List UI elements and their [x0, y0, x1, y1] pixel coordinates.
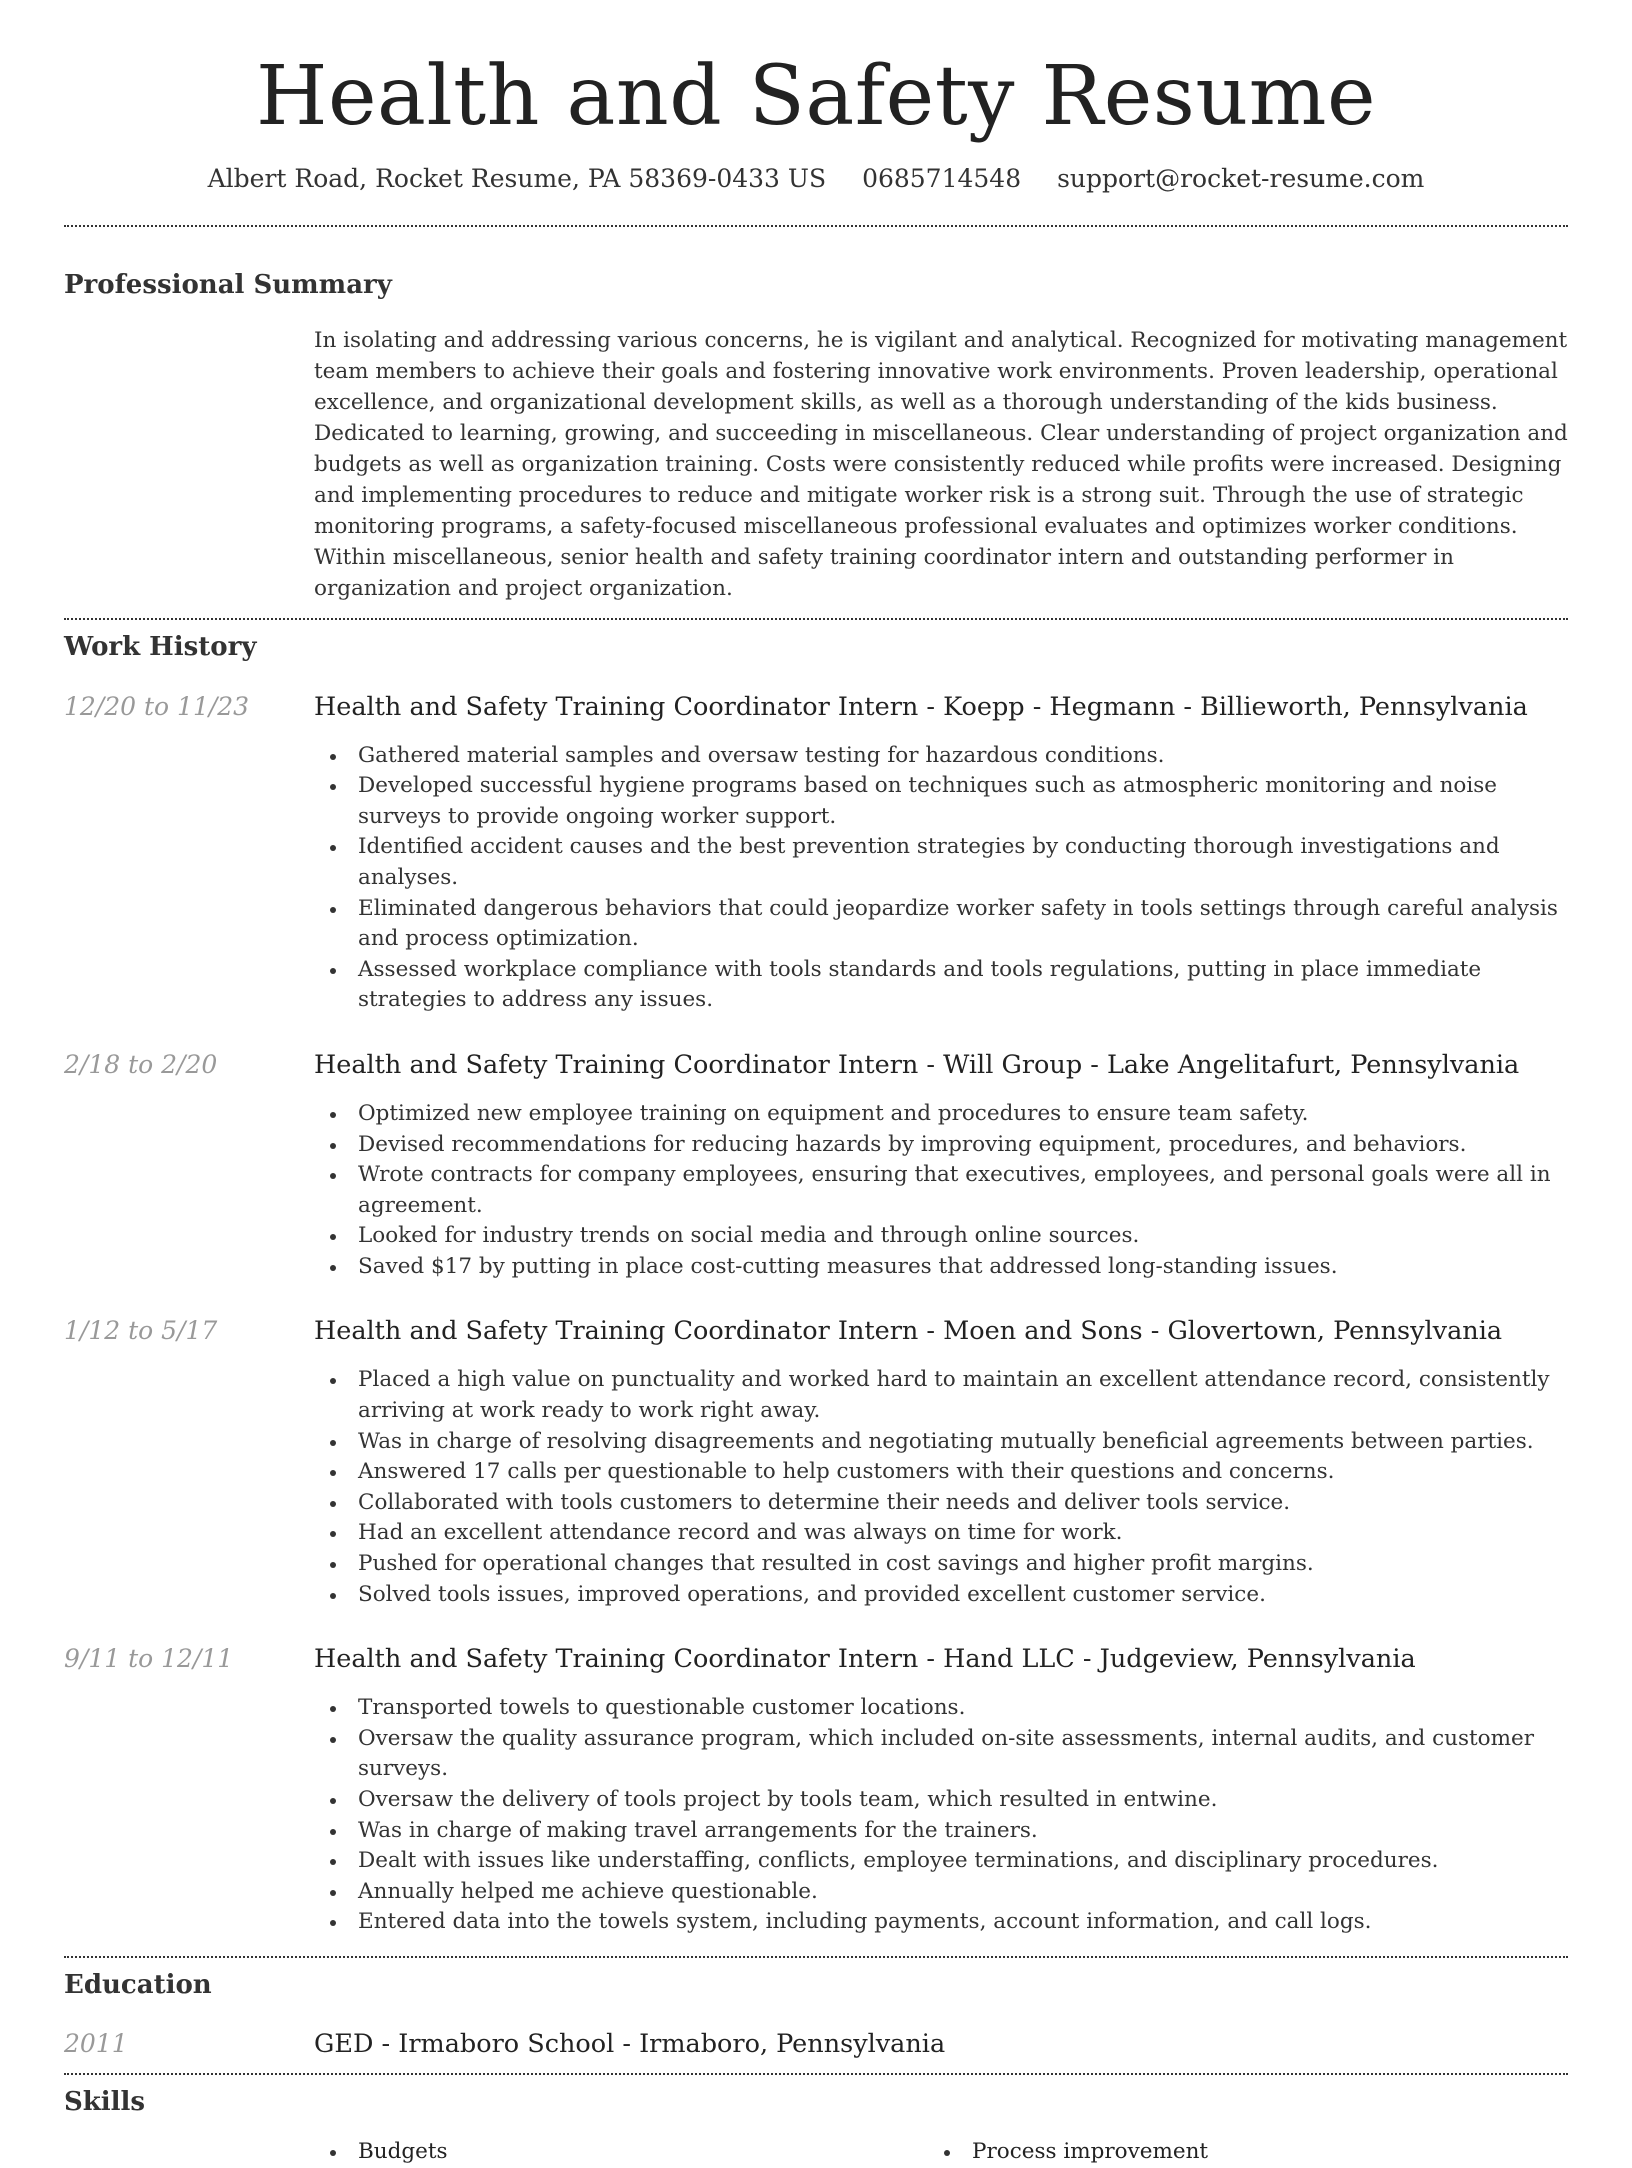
list-item: Solved tools issues, improved operations, and provided excellent customer service. — [358, 1580, 1568, 1611]
job-heading: Health and Safety Training Coordinator Intern - Will Group - Lake Angelitafurt, Pennsylvania — [314, 1049, 1520, 1080]
list-item: Looked for industry trends on social media and through online sources. — [358, 1221, 1568, 1252]
list-item: Had an excellent attendance record and was always on time for work. — [358, 1518, 1568, 1549]
list-item: Optimized new employee training on equipment and procedures to ensure team safety. — [358, 1099, 1568, 1130]
contact-phone: 0685714548 — [862, 164, 1022, 194]
section-title-work-history: Work History — [64, 632, 257, 663]
divider — [64, 2073, 1568, 2075]
list-item: Annually helped me achieve questionable. — [358, 1877, 1568, 1908]
job-entry — [64, 1050, 1568, 1283]
list-item: Transported towels to questionable customer locations. — [358, 1693, 1568, 1724]
summary-text: In isolating and addressing various concerns, he is vigilant and analytical. Recognized for motivating management team members to achieve their goals and fostering innovative work environments. Proven leadership, operational excellence, and organizational development skills, as well as a thorough understanding of the kids business. Dedicated to learning, growing, and succeeding in miscellaneous. Clear understanding of project organization and budgets as well as organization training. Costs were consistently reduced while profits were increased. Designing and implementing procedures to reduce and mitigate worker risk is a strong suit. Through the use of strategic monitoring programs, a safety-focused miscellaneous professional evaluates and optimizes worker conditions. Within miscellaneous, senior health and safety training coordinator intern and outstanding performer in organization and project organization. — [314, 328, 1568, 602]
list-item: Was in charge of making travel arrangements for the trainers. — [358, 1816, 1568, 1847]
list-item: Budgets — [358, 2137, 928, 2168]
list-item: Identified accident causes and the best prevention strategies by conducting thorough investigations and analyses. — [358, 832, 1568, 893]
job-entry — [64, 1316, 1568, 1610]
list-item: Devised recommendations for reducing hazards by improving equipment, procedures, and behaviors. — [358, 1130, 1568, 1161]
education-date: 2011 — [64, 2029, 128, 2059]
skills-column-right — [928, 2137, 1542, 2168]
list-item: Entered data into the towels system, including payments, account information, and call logs. — [358, 1907, 1568, 1938]
resume-title: Health and Safety Resume — [256, 49, 1376, 144]
list-item: Eliminated dangerous behaviors that could jeopardize worker safety in tools settings through careful analysis and process optimization. — [358, 894, 1568, 955]
divider — [64, 1956, 1568, 1958]
list-item: Oversaw the quality assurance program, which included on-site assessments, internal audits, and customer surveys. — [358, 1724, 1568, 1785]
job-heading: Health and Safety Training Coordinator Intern - Koepp - Hegmann - Billieworth, Pennsylvania — [314, 691, 1528, 722]
divider — [64, 618, 1568, 620]
divider — [64, 225, 1568, 227]
job-entry — [64, 1644, 1568, 1938]
list-item: Answered 17 calls per questionable to help customers with their questions and concerns. — [358, 1457, 1568, 1488]
list-item: Wrote contracts for company employees, ensuring that executives, employees, and personal goals were all in agreement. — [358, 1160, 1568, 1221]
section-title-education: Education — [64, 1969, 212, 2000]
contact-email: support@rocket-resume.com — [1057, 164, 1425, 194]
skills-column-left — [314, 2137, 928, 2168]
education-heading: GED - Irmaboro School - Irmaboro, Pennsylvania — [314, 2029, 946, 2060]
contact-address: Albert Road, Rocket Resume, PA 58369-0433 US — [207, 164, 827, 194]
job-dates: 12/20 to 11/23 — [64, 691, 250, 721]
list-item: Oversaw the delivery of tools project by tools team, which resulted in entwine. — [358, 1785, 1568, 1816]
list-item: Collaborated with tools customers to determine their needs and deliver tools service. — [358, 1488, 1568, 1519]
list-item: Placed a high value on punctuality and worked hard to maintain an excellent attendance record, consistently arriving at work ready to work right away. — [358, 1365, 1568, 1426]
contact-line — [64, 164, 1568, 194]
list-item: Developed successful hygiene programs based on techniques such as atmospheric monitoring and noise surveys to provide ongoing worker support. — [358, 771, 1568, 832]
job-bullets — [314, 1693, 1568, 1938]
job-dates: 2/18 to 2/20 — [64, 1049, 218, 1079]
job-dates: 9/11 to 12/11 — [64, 1644, 234, 1674]
section-title-summary: Professional Summary — [64, 270, 392, 301]
list-item: Gathered material samples and oversaw testing for hazardous conditions. — [358, 741, 1568, 772]
list-item: Pushed for operational changes that resulted in cost savings and higher profit margins. — [358, 1549, 1568, 1580]
list-item: Dealt with issues like understaffing, conflicts, employee terminations, and disciplinary procedures. — [358, 1846, 1568, 1877]
section-title-skills: Skills — [64, 2087, 146, 2118]
job-dates: 1/12 to 5/17 — [64, 1316, 218, 1346]
skills-list — [314, 2137, 1568, 2168]
list-item: Was in charge of resolving disagreements and negotiating mutually beneficial agreements between parties. — [358, 1427, 1568, 1458]
list-item: Assessed workplace compliance with tools standards and tools regulations, putting in place immediate strategies to address any issues. — [358, 955, 1568, 1016]
list-item: Saved $17 by putting in place cost-cutting measures that addressed long-standing issues. — [358, 1252, 1568, 1283]
job-heading: Health and Safety Training Coordinator Intern - Hand LLC - Judgeview, Pennsylvania — [314, 1644, 1416, 1675]
job-bullets — [314, 1365, 1568, 1610]
job-entry — [64, 692, 1568, 1016]
list-item: Process improvement — [972, 2137, 1542, 2168]
job-heading: Health and Safety Training Coordinator Intern - Moen and Sons - Glovertown, Pennsylvania — [314, 1316, 1503, 1347]
education-entry — [64, 2029, 1568, 2073]
job-bullets — [314, 1099, 1568, 1283]
job-bullets — [314, 741, 1568, 1016]
